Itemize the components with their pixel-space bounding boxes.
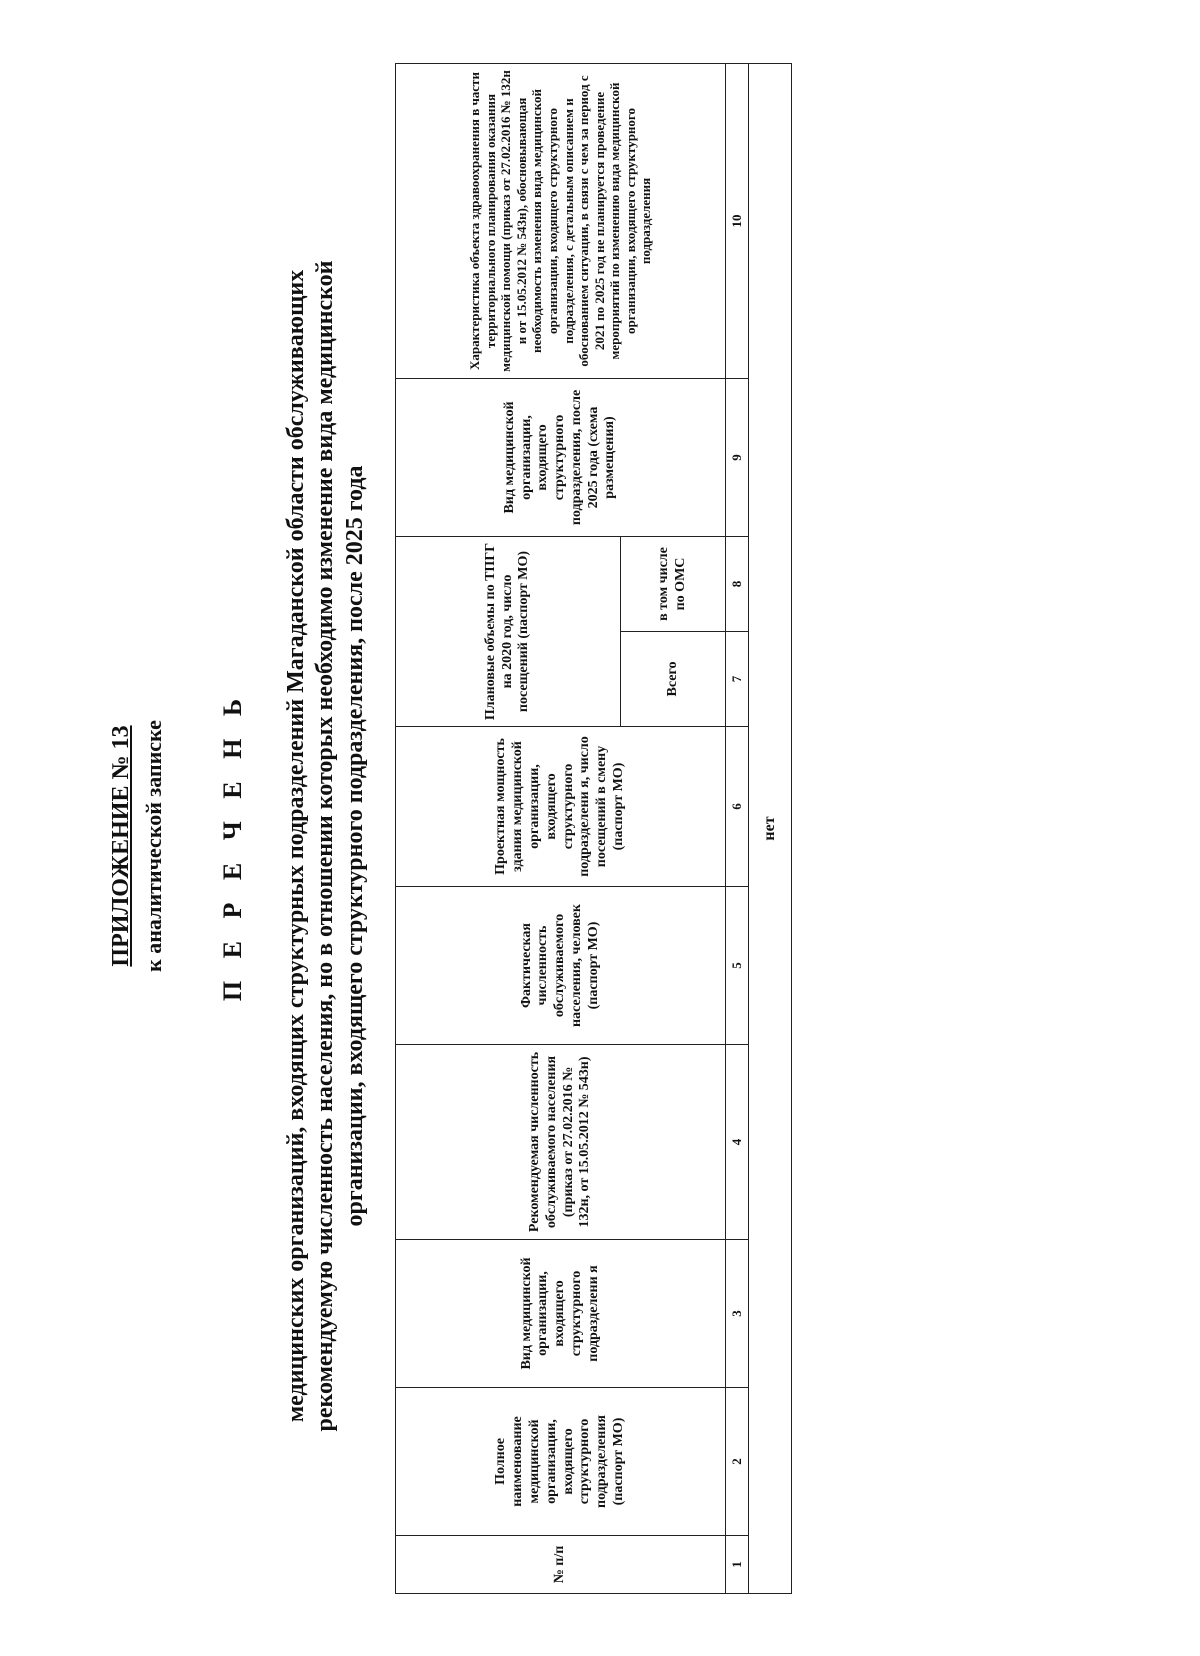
- header-oms: в том числе по ОМС: [621, 537, 726, 632]
- header-planned-volumes: Плановые объемы по ТПГГ на 2020 год, число посещений (паспорт МО): [396, 537, 621, 727]
- header-characteristic: Характеристика объекта здравоохранения в части территориального планирования оказания медицинской помощи (приказ от 27.02.2016 № 132н и от 15.05.2012 № 543н), обосновывающая необходимость изменения вида медицинской организации, входящего структурного подразделения, с детальным описанием и обоснованием ситуации, в связи с чем за период с 2021 по 2025 год не планируется проведение мероприятий по изменению вида медицинской организации, входящего структурного подразделения: [396, 64, 726, 379]
- column-number: 5: [726, 887, 749, 1045]
- column-number: 1: [726, 1536, 749, 1594]
- header-number: № п/п: [396, 1536, 726, 1594]
- document-description: медицинских организаций, входящих структурных подразделений Магаданской области обслуживающих рекомендуемую численность населения, но в отношении которых необходимо изменение вида медицинской организации, входящего структурного подразделения, после 2025 года: [283, 260, 368, 1432]
- header-org-type-after-2025: Вид медицинской организации, входящего структурного подразделения, после 2025 года (схема размещения): [396, 379, 726, 537]
- appendix-title: ПРИЛОЖЕНИЕ № 13: [108, 725, 134, 967]
- table-row: [749, 64, 792, 1594]
- header-total: Всего: [621, 632, 726, 727]
- column-number: 7: [726, 632, 749, 727]
- header-actual-population: Фактическая численность обслуживаемого населения, человек (паспорт МО): [396, 887, 726, 1045]
- appendix-block: [108, 36, 167, 1656]
- header-recommended-population: Рекомендуемая численность обслуживаемого населения (приказ от 27.02.2016 № 132н, от 15.05.2012 № 543н): [396, 1045, 726, 1240]
- header-full-name: Полное наименование медицинской организации, входящего структурного подразделения (паспорт МО): [396, 1388, 726, 1536]
- document-page: [0, 36, 1180, 1656]
- table-number-row: [726, 64, 749, 1594]
- table-header-row: [396, 64, 621, 1594]
- empty-note: нет: [749, 64, 792, 1594]
- column-number: 3: [726, 1240, 749, 1388]
- column-number: 2: [726, 1388, 749, 1536]
- document-heading: П Е Р Е Ч Е Н Ь: [218, 690, 247, 1002]
- column-number: 6: [726, 727, 749, 887]
- header-design-capacity: Проектная мощность здания медицинской организации, входящего структурного подразделени я, число посещений в смену (паспорт МО): [396, 727, 726, 887]
- column-number: 4: [726, 1045, 749, 1240]
- organizations-table: [395, 63, 792, 1594]
- column-number: 8: [726, 537, 749, 632]
- column-number: 10: [726, 64, 749, 379]
- header-org-type: Вид медицинской организации, входящего структурного подразделени я: [396, 1240, 726, 1388]
- column-number: 9: [726, 379, 749, 537]
- appendix-subtitle: к аналитической записке: [141, 720, 166, 972]
